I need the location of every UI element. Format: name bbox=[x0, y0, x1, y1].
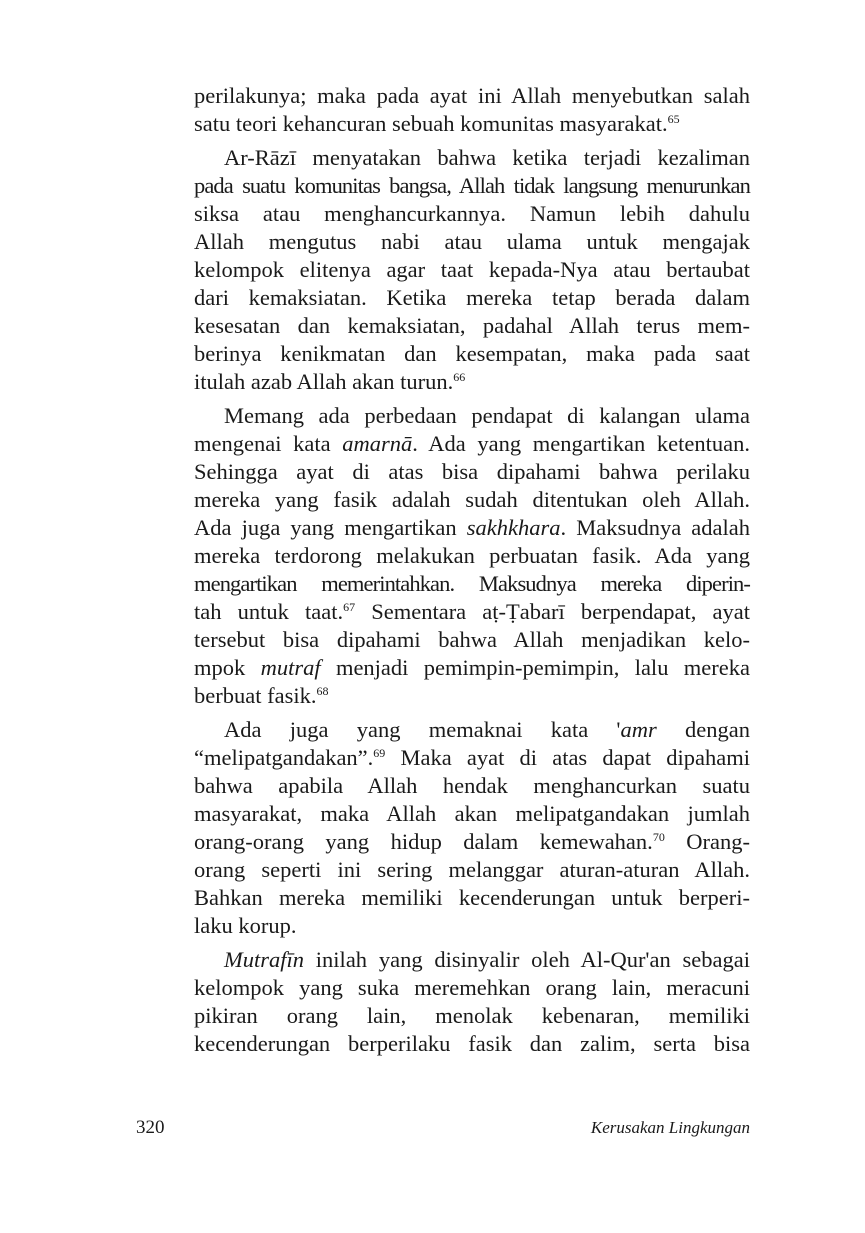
text-line: pada suatu komunitas bangsa, Allah tidak langsung menurunkan bbox=[194, 173, 750, 198]
footnote-ref[interactable]: 69 bbox=[373, 746, 386, 760]
page-number: 320 bbox=[136, 1117, 165, 1138]
italic-term: Mutrafīn bbox=[224, 947, 305, 972]
text-line: orang seperti ini sering melanggar aturan-aturan Allah. bbox=[194, 857, 750, 882]
footnote-ref[interactable]: 68 bbox=[316, 684, 329, 698]
text-line: mengartikan memerintahkan. Maksudnya mereka diperin- bbox=[194, 571, 750, 596]
text-line: “melipatgandakan”.$^{69}$ Maka ayat di atas dapat dipahami bbox=[194, 745, 750, 770]
text-line: orang-orang yang hidup dalam kemewahan.$^{70}$ Orang- bbox=[194, 829, 750, 854]
footnote-ref[interactable]: 70 bbox=[652, 830, 665, 844]
italic-term: amr bbox=[620, 717, 657, 742]
body-text bbox=[194, 82, 750, 1058]
italic-term: sakhkhara bbox=[466, 515, 561, 540]
text-line: tah untuk taat.$^{67}$ Sementara aṭ-Ṭabarī berpendapat, ayat bbox=[194, 599, 751, 624]
text-line: Sehingga ayat di atas bisa dipahami bahwa perilaku bbox=[194, 459, 750, 484]
footnote-ref[interactable]: 65 bbox=[667, 112, 680, 126]
italic-term: amarnā bbox=[342, 431, 413, 456]
text-line: kecenderungan berperilaku fasik dan zalim, serta bisa bbox=[194, 1031, 750, 1056]
text-line: Bahkan mereka memiliki kecenderungan untuk berperi- bbox=[194, 885, 750, 910]
text-line: kelompok yang suka meremehkan orang lain, meracuni bbox=[194, 975, 750, 1000]
text-line: laku korup. bbox=[194, 913, 297, 938]
text-line: Ar-Rāzī menyatakan bahwa ketika terjadi kezaliman bbox=[224, 145, 750, 170]
text-line: Mutrafīn inilah yang disinyalir oleh Al-Qur'an sebagai bbox=[224, 947, 750, 972]
text-line: mereka terdorong melakukan perbuatan fasik. Ada yang bbox=[194, 543, 750, 568]
text-line: bahwa apabila Allah hendak menghancurkan suatu bbox=[194, 773, 750, 798]
text-line: dari kemaksiatan. Ketika mereka tetap berada dalam bbox=[194, 285, 750, 310]
text-line: pikiran orang lain, menolak kebenaran, memiliki bbox=[194, 1003, 750, 1028]
text-line: mereka yang fasik adalah sudah ditentukan oleh Allah. bbox=[194, 487, 750, 512]
text-line: mpok mutraf menjadi pemimpin-pemimpin, lalu mereka bbox=[194, 655, 750, 680]
footnote-ref[interactable]: 67 bbox=[343, 600, 356, 614]
text-line: siksa atau menghancurkannya. Namun lebih dahulu bbox=[194, 201, 750, 226]
text-line: satu teori kehancuran sebuah komunitas masyarakat.$^{65}$ bbox=[194, 111, 680, 136]
text-line: masyarakat, maka Allah akan melipatgandakan jumlah bbox=[194, 801, 750, 826]
text-line: berinya kenikmatan dan kesempatan, maka pada saat bbox=[194, 341, 750, 366]
text-line: kelompok elitenya agar taat kepada-Nya atau bertaubat bbox=[194, 257, 750, 282]
italic-term: mutraf bbox=[260, 655, 321, 680]
text-line: kesesatan dan kemaksiatan, padahal Allah terus mem- bbox=[194, 313, 750, 338]
text-line: mengenai kata amarnā. Ada yang mengartikan ketentuan. bbox=[194, 431, 750, 456]
text-line: Ada juga yang memaknai kata 'amr dengan bbox=[224, 717, 750, 742]
text-line: Memang ada perbedaan pendapat di kalangan ulama bbox=[224, 403, 750, 428]
text-line: Ada juga yang mengartikan sakhkhara. Maksudnya adalah bbox=[194, 515, 750, 540]
text-line: itulah azab Allah akan turun.$^{66}$ bbox=[194, 369, 466, 394]
footnote-ref[interactable]: 66 bbox=[453, 370, 466, 384]
text-line: tersebut bisa dipahami bahwa Allah menjadikan kelo- bbox=[194, 627, 750, 652]
text-line: berbuat fasik.$^{68}$ bbox=[194, 683, 329, 708]
text-line: Allah mengutus nabi atau ulama untuk mengajak bbox=[194, 229, 750, 254]
text-line: perilakunya; maka pada ayat ini Allah menyebutkan salah bbox=[194, 83, 750, 108]
running-title: Kerusakan Lingkungan bbox=[590, 1118, 750, 1137]
